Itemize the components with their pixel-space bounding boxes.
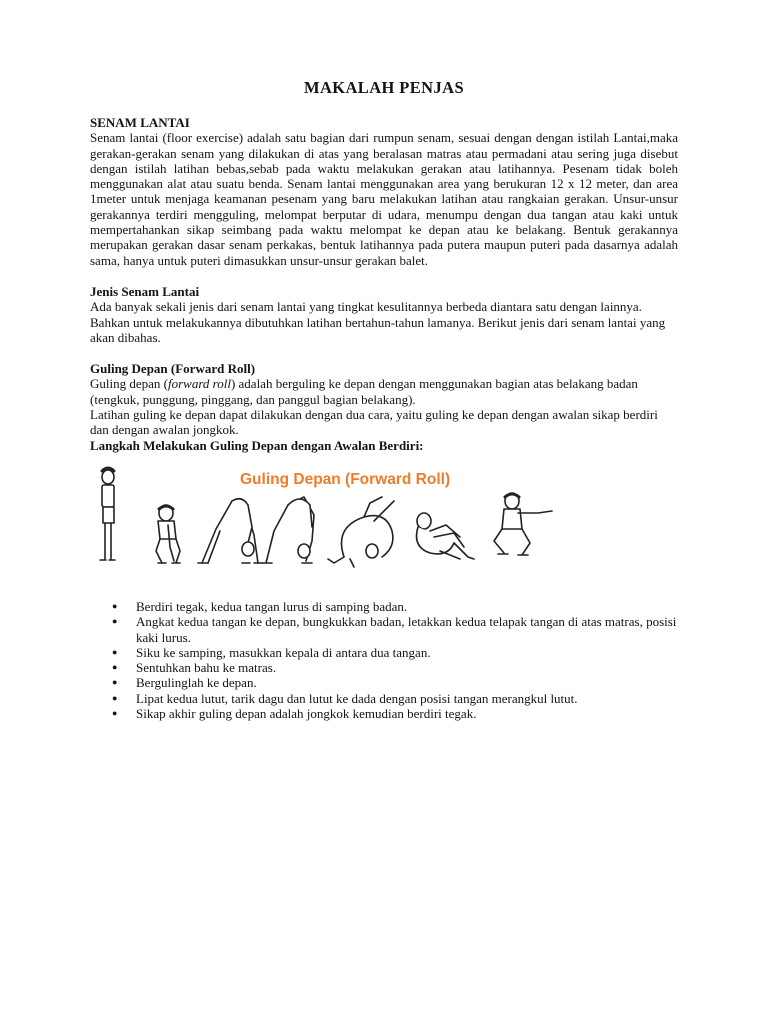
figure-crouch xyxy=(156,505,180,563)
bullet-icon: ● xyxy=(112,677,118,688)
figure-title: Guling Depan (Forward Roll) xyxy=(240,470,451,488)
paragraph-guling-depan-cara: Latihan guling ke depan dapat dilakukan dengan dua cara, yaitu guling ke depan dengan awalan sikap berdiri dan dengan awalan jongkok. xyxy=(90,407,658,438)
paragraph-guling-depan-intro: Guling depan (forward roll) adalah berguling ke depan dengan menggunakan bagian atas belakang badan (tengkuk, punggung, pinggang, dan panggul bagian belakang). xyxy=(90,376,638,407)
document-page xyxy=(90,78,678,721)
list-item: ● Sentuhkan bahu ke matras. xyxy=(112,660,277,676)
figure-head-tuck xyxy=(262,497,314,563)
section-heading-guling-depan: Guling Depan (Forward Roll) xyxy=(90,361,256,377)
list-item: ● Sikap akhir guling depan adalah jongkok kemudian berdiri tegak. xyxy=(112,706,477,722)
section-heading-jenis: Jenis Senam Lantai xyxy=(90,283,200,299)
steps-list xyxy=(90,599,678,721)
figure-standing xyxy=(100,468,115,560)
bullet-icon: ● xyxy=(112,600,118,611)
steps-heading: Langkah Melakukan Guling Depan dengan Awalan Berdiri: xyxy=(90,437,424,453)
figure-bent-over xyxy=(198,499,262,563)
list-item: ● Berdiri tegak, kedua tangan lurus di samping badan. xyxy=(112,598,408,614)
figure-rolling xyxy=(328,497,394,567)
forward-roll-illustration xyxy=(94,461,584,581)
paragraph-jenis: Ada banyak sekali jenis dari senam lantai yang tingkat kesulitannya berbeda diantara satu dengan lainnya. Bahkan untuk melakukannya dibutuhkan latihan bertahun-tahun lamanya. Berikut jenis dari senam lantai yang akan dibahas. xyxy=(90,299,666,345)
figure-tucked xyxy=(417,513,475,559)
bullet-icon: ● xyxy=(112,692,118,703)
bullet-icon: ● xyxy=(112,616,118,627)
figure-squat xyxy=(494,493,552,555)
list-item: ● Lipat kedua lutut, tarik dagu dan lutut ke dada dengan posisi tangan merangkul lutut. xyxy=(112,690,578,706)
bullet-icon: ● xyxy=(112,662,118,673)
paragraph-senam-lantai: Senam lantai (floor exercise) adalah satu bagian dari rumpun senam, sesuai dengan dengan istilah Lantai,maka gerakan-gerakan senam yang dilakukan di atas yang beralasan matras atau permadani atau sering juga disebut dengan istilah latihan bebas,sebab pada waktu melakukan gerakan atau latihannya. Pesenam tidak boleh menggunakan alat atau suatu benda. Senam lantai menggunakan area yang berukuran 12 x 12 meter, dan area 1meter untuk menjaga keamanan pesenam yang baru melakukan latihan atau rangkaian gerakan. Unsur-unsur gerakannya terdiri mengguling, melompat berputar di udara, menumpu dengan dua tangan atau kaki untuk mempertahankan sikap seimbang pada waktu melompat ke depan atau ke belakang. Bentuk gerakannya merupakan gerakan dasar senam perkakas, bentuk latihannya pada putera maupun puteri pada dasarnya adalah sama, hanya untuk puteri dimasukkan unsur-unsur gerakan balet. xyxy=(90,130,678,268)
document-title: MAKALAH PENJAS xyxy=(303,78,465,97)
list-item: ● Bergulinglah ke depan. xyxy=(112,675,257,691)
list-item: ● Angkat kedua tangan ke depan, bungkukkan badan, letakkan kedua telapak tangan di atas matras, posisi kaki lurus. xyxy=(112,614,677,645)
bullet-icon: ● xyxy=(112,646,118,657)
list-item: ● Siku ke samping, masukkan kepala di antara dua tangan. xyxy=(112,644,431,660)
bullet-icon: ● xyxy=(112,708,118,719)
section-heading-senam-lantai: SENAM LANTAI xyxy=(90,115,190,130)
